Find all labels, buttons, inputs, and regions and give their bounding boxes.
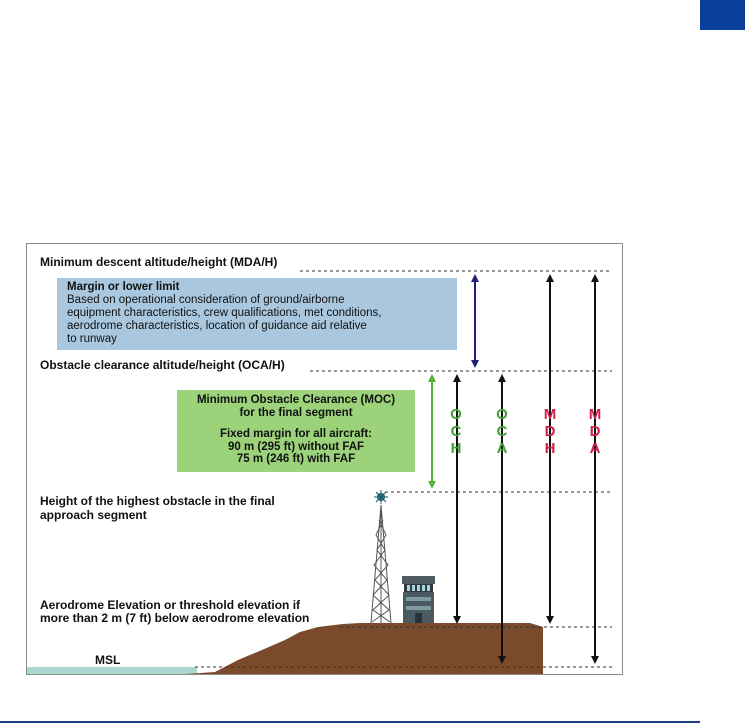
oca-letter-1: O bbox=[496, 406, 508, 423]
margin-box-line3: aerodrome characteristics, location of guidance aid relative bbox=[67, 320, 367, 332]
mdh-letter-2: D bbox=[544, 423, 556, 440]
mdh-vertical-label bbox=[540, 406, 560, 457]
mdh-letter-3: H bbox=[544, 440, 556, 457]
control-tower-icon bbox=[402, 576, 435, 623]
mdh-letter-1: M bbox=[543, 406, 557, 423]
oca-letter-3: A bbox=[496, 440, 508, 457]
radio-tower-icon bbox=[371, 490, 391, 623]
margin-box-line4: to runway bbox=[67, 333, 117, 345]
oca-letter-2: C bbox=[496, 423, 508, 440]
moc-box-line3: 75 m (246 ft) with FAF bbox=[236, 453, 356, 465]
och-vertical-label bbox=[446, 406, 466, 457]
mda-letter-1: M bbox=[588, 406, 602, 423]
oca-vertical-label bbox=[492, 406, 512, 457]
moc-box-title1: Minimum Obstacle Clearance (MOC) bbox=[196, 394, 396, 406]
margin-box-line1: Based on operational consideration of ground/airborne bbox=[67, 294, 345, 306]
obstacle-level-label-line1: Height of the highest obstacle in the final bbox=[40, 494, 275, 508]
oca-level-label: Obstacle clearance altitude/height (OCA/H) bbox=[40, 358, 285, 372]
aerodrome-level-label-line2: more than 2 m (7 ft) below aerodrome elevation bbox=[40, 611, 310, 625]
moc-box-title2: for the final segment bbox=[239, 406, 353, 419]
terrain bbox=[186, 623, 543, 674]
mda-vertical-label bbox=[585, 406, 605, 457]
margin-box-title: Margin or lower limit bbox=[67, 281, 180, 293]
mda-letter-3: A bbox=[589, 440, 601, 457]
obstacle-level-label-line2: approach segment bbox=[40, 508, 147, 522]
margin-box bbox=[57, 278, 457, 350]
och-letter-1: O bbox=[450, 406, 462, 423]
sea-strip bbox=[27, 667, 197, 674]
moc-box bbox=[177, 390, 415, 472]
mda-level-label: Minimum descent altitude/height (MDA/H) bbox=[40, 255, 278, 269]
msl-label: MSL bbox=[95, 653, 121, 667]
mda-letter-2: D bbox=[589, 423, 601, 440]
moc-box-line2: 90 m (295 ft) without FAF bbox=[227, 440, 365, 453]
footer-rule bbox=[0, 721, 700, 723]
moc-box-line1: Fixed margin for all aircraft: bbox=[219, 428, 373, 440]
margin-box-line2: equipment characteristics, crew qualifications, met conditions, bbox=[67, 307, 382, 319]
och-letter-3: H bbox=[450, 440, 462, 457]
aerodrome-level-label-line1: Aerodrome Elevation or threshold elevation if bbox=[40, 598, 301, 612]
och-letter-2: C bbox=[450, 423, 462, 440]
